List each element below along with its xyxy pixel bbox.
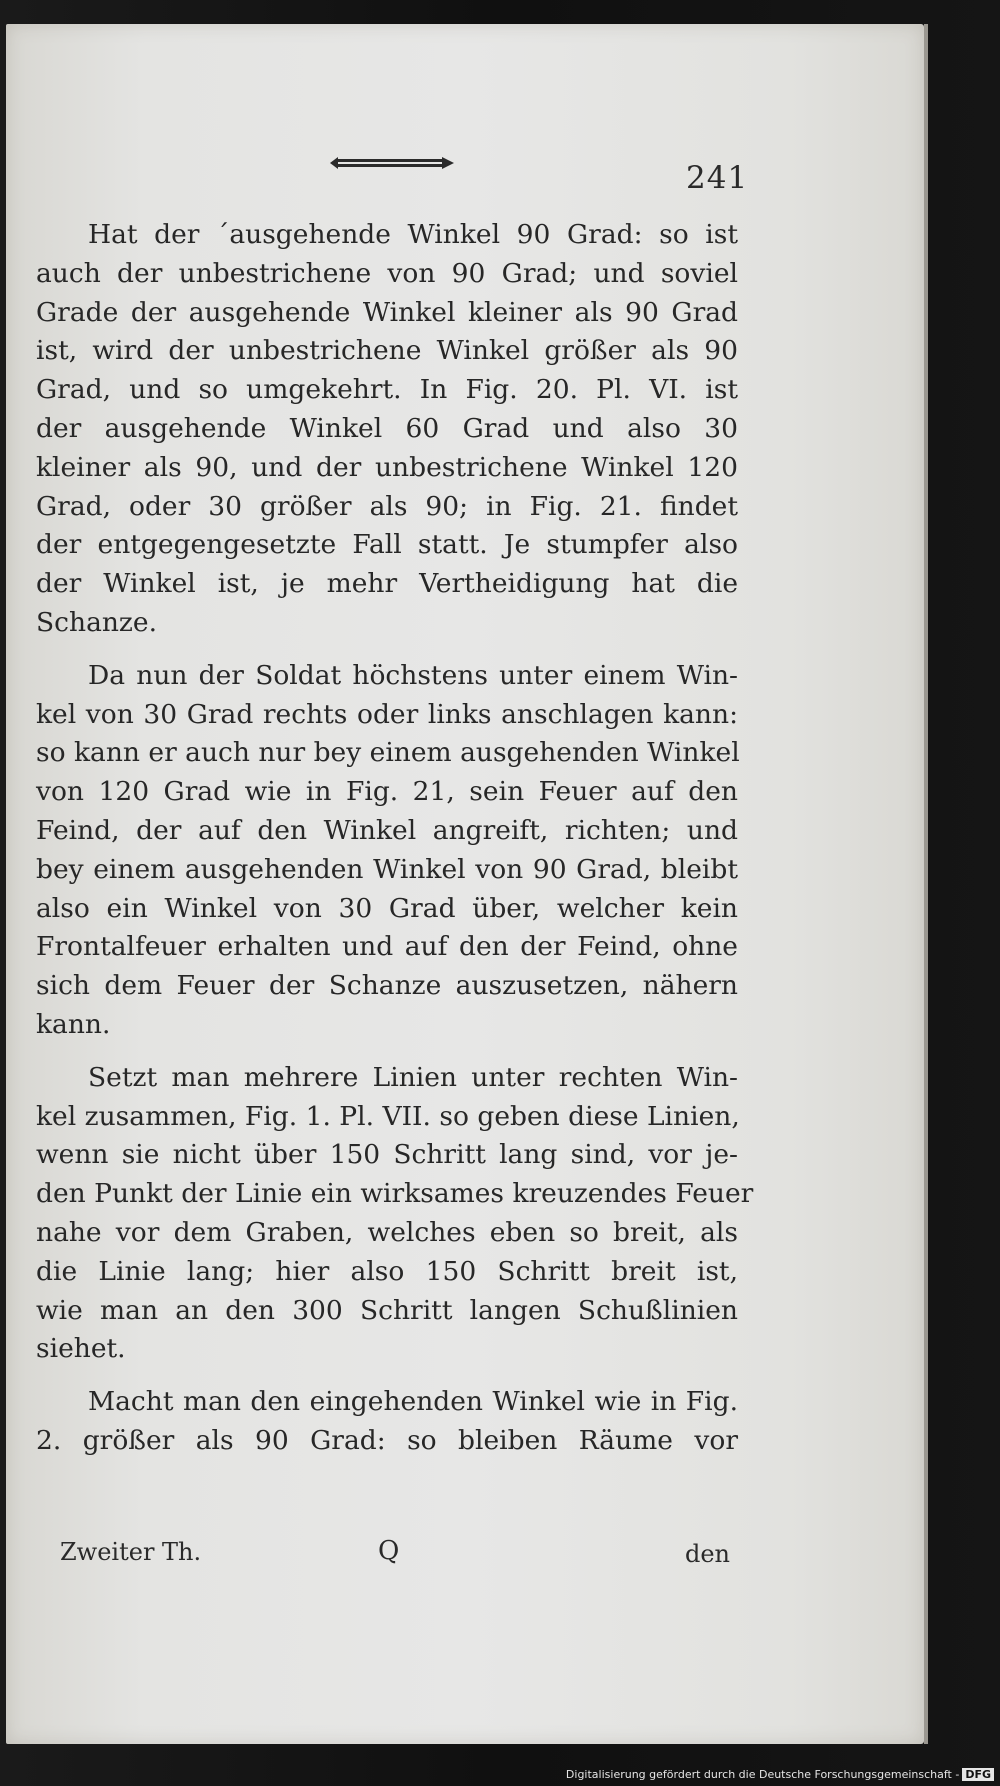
- catchword: den: [684, 1540, 730, 1568]
- page-edge: [924, 24, 928, 1744]
- text-line: Schanze.: [36, 606, 157, 638]
- book-page: [6, 24, 924, 1744]
- text-line: ist, wird der unbestrichene Winkel größer als 90: [36, 335, 738, 367]
- text-line: der entgegengesetzte Fall statt. Je stumpfer also: [36, 529, 738, 561]
- signature-label: Zweiter Th.: [60, 1538, 202, 1566]
- text-line: so kann er auch nur bey einem ausgehenden Winkel: [36, 737, 740, 769]
- text-line: sich dem Feuer der Schanze auszusetzen, nähern: [36, 970, 738, 1002]
- paragraph-1: [36, 216, 738, 643]
- text-line: Grade der ausgehende Winkel kleiner als 90 Grad: [36, 296, 738, 328]
- dfg-logo: DFG: [962, 1768, 994, 1781]
- ornament-rule-icon: [328, 154, 456, 172]
- text-line: Da nun der Soldat höchstens unter einem Win-: [88, 659, 738, 691]
- text-line: Frontalfeuer erhalten und auf den der Feind, ohne: [36, 931, 738, 963]
- text-line: die Linie lang; hier also 150 Schritt breit ist,: [36, 1255, 738, 1287]
- text-line: den Punkt der Linie ein wirksames kreuzendes Feuer: [36, 1178, 754, 1210]
- text-line: kel von 30 Grad rechts oder links anschlagen kann:: [36, 698, 738, 730]
- text-line: Feind, der auf den Winkel angreift, richten; und: [36, 814, 738, 846]
- paragraph-3: [36, 1059, 754, 1369]
- text-line: Hat der ´ausgehende Winkel 90 Grad: so ist: [88, 219, 738, 250]
- text-line: nahe vor dem Graben, welches eben so breit, als: [36, 1216, 738, 1248]
- text-line: wie man an den 300 Schritt langen Schußlinien: [36, 1294, 738, 1326]
- text-line: Setzt man mehrere Linien unter rechten Win-: [88, 1061, 738, 1093]
- credit-text: Digitalisierung gefördert durch die Deutsche Forschungsgemeinschaft -: [565, 1768, 960, 1781]
- text-line: Macht man den eingehenden Winkel wie in Fig.: [88, 1386, 738, 1418]
- page-header: [6, 24, 924, 196]
- text-line: auch der unbestrichene von 90 Grad; und soviel: [36, 257, 738, 289]
- text-line: Grad, und so umgekehrt. In Fig. 20. Pl. VI. ist: [36, 374, 738, 406]
- text-line: kel zusammen, Fig. 1. Pl. VII. so geben diese Linien,: [36, 1100, 740, 1132]
- text-line: von 120 Grad wie in Fig. 21, sein Feuer auf den: [36, 776, 738, 808]
- text-line: kleiner als 90, und der unbestrichene Winkel 120: [36, 451, 738, 483]
- text-line: 2. größer als 90 Grad: so bleiben Räume vor: [36, 1424, 738, 1456]
- text-line: bey einem ausgehenden Winkel von 90 Grad, bleibt: [36, 853, 738, 885]
- text-line: kann.: [36, 1008, 111, 1040]
- paragraph-2: [36, 657, 738, 1045]
- body-text: [36, 216, 754, 1475]
- text-line: also ein Winkel von 30 Grad über, welcher kein: [36, 892, 738, 924]
- signature-mark: Q: [378, 1536, 400, 1566]
- text-line: der ausgehende Winkel 60 Grad und also 30: [36, 412, 738, 444]
- digitization-credit: [566, 1768, 994, 1781]
- text-line: der Winkel ist, je mehr Vertheidigung hat die: [36, 568, 738, 600]
- paragraph-4: [36, 1383, 738, 1461]
- page-footer: [60, 1538, 730, 1578]
- page-number: 241: [686, 160, 749, 196]
- text-line: Grad, oder 30 größer als 90; in Fig. 21. findet: [36, 490, 738, 522]
- text-line: siehet.: [36, 1333, 126, 1365]
- text-line: wenn sie nicht über 150 Schritt lang sind, vor je-: [36, 1139, 738, 1171]
